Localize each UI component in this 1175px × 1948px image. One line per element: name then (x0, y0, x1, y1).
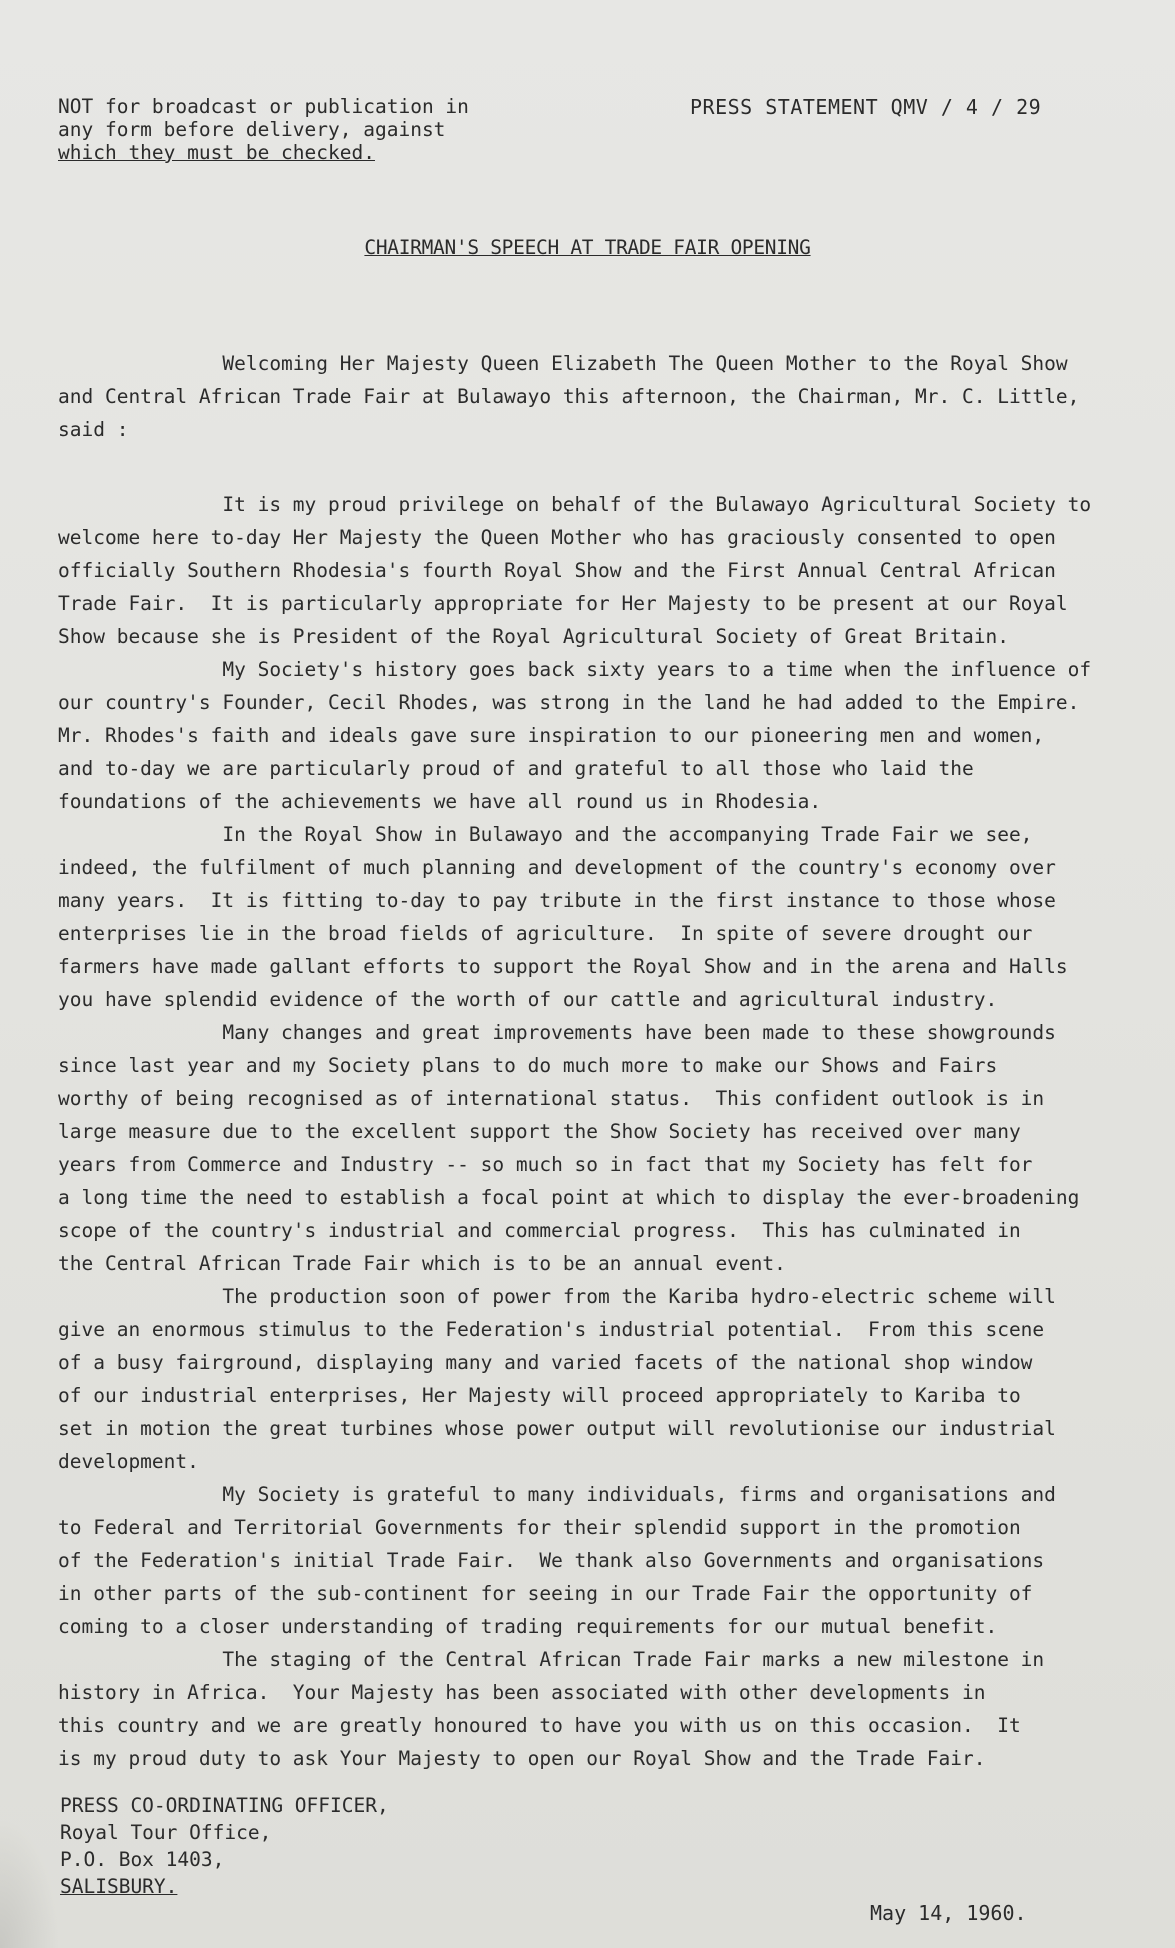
text-line: foundations of the achievements we have all round us in Rhodesia. (58, 790, 822, 813)
text-line: coming to a closer understanding of trading requirements for our mutual benefit. (58, 1615, 998, 1638)
text-line: to Federal and Territorial Governments for their splendid support in the promotion (58, 1516, 1021, 1539)
speech-paragraph (58, 818, 1133, 1016)
text-line: The production soon of power from the Kariba hydro-electric scheme will (58, 1285, 1056, 1308)
text-line: In the Royal Show in Bulawayo and the accompanying Trade Fair we see, (58, 823, 1033, 846)
text-line: It is my proud privilege on behalf of the Bulawayo Agricultural Society to (58, 493, 1092, 516)
signoff-line: PRESS CO-ORDINATING OFFICER, (60, 1794, 389, 1817)
text-line: set in motion the great turbines whose power output will revolutionise our industrial (58, 1417, 1056, 1440)
speech-paragraph (58, 1016, 1133, 1280)
speech-paragraph (58, 1478, 1133, 1643)
text-line: this country and we are greatly honoured to have you with us on this occasion. It (58, 1714, 1021, 1737)
speech-paragraph (58, 1643, 1133, 1775)
text-line: years from Commerce and Industry -- so much so in fact that my Society has felt for (58, 1153, 1033, 1176)
text-line: history in Africa. Your Majesty has been associated with other developments in (58, 1681, 986, 1704)
text-line: worthy of being recognised as of international status. This confident outlook is in (58, 1087, 1045, 1110)
text-line: Many changes and great improvements have been made to these showgrounds (58, 1021, 1056, 1044)
text-line: and to-day we are particularly proud of and grateful to all those who laid the (58, 757, 974, 780)
document-title: CHAIRMAN'S SPEECH AT TRADE FAIR OPENING (364, 236, 811, 259)
signoff-line: Royal Tour Office, (60, 1821, 272, 1844)
text-line: said : (58, 418, 129, 441)
text-line: many years. It is fitting to-day to pay tribute in the first instance to those whose (58, 889, 1056, 912)
embargo-line: any form before delivery, against (58, 118, 446, 141)
embargo-notice (58, 95, 538, 164)
intro-paragraph (58, 347, 1133, 446)
text-line: Welcoming Her Majesty Queen Elizabeth The Queen Mother to the Royal Show (58, 352, 1068, 375)
text-line: since last year and my Society plans to do much more to make our Shows and Fairs (58, 1054, 998, 1077)
text-line: welcome here to-day Her Majesty the Queen Mother who has graciously consented to open (58, 526, 1056, 549)
text-line: in other parts of the sub-continent for seeing in our Trade Fair the opportunity of (58, 1582, 1033, 1605)
text-line: large measure due to the excellent support the Show Society has received over many (58, 1120, 1021, 1143)
press-statement-reference: PRESS STATEMENT QMV / 4 / 29 (690, 95, 1042, 119)
text-line: of our industrial enterprises, Her Majesty will proceed appropriately to Kariba to (58, 1384, 1021, 1407)
signoff-line: SALISBURY. (60, 1875, 178, 1898)
embargo-line: which they must be checked. (58, 141, 375, 164)
text-line: a long time the need to establish a focal point at which to display the ever-broadening (58, 1186, 1080, 1209)
signoff-line: P.O. Box 1403, (60, 1848, 225, 1871)
speech-paragraph (58, 488, 1133, 653)
text-line: My Society's history goes back sixty years to a time when the influence of (58, 658, 1092, 681)
text-line: The staging of the Central African Trade Fair marks a new milestone in (58, 1648, 1045, 1671)
text-line: our country's Founder, Cecil Rhodes, was strong in the land he had added to the Empire. (58, 691, 1080, 714)
text-line: you have splendid evidence of the worth of our cattle and agricultural industry. (58, 988, 998, 1011)
embargo-line: NOT for broadcast or publication in (58, 95, 469, 118)
text-line: Show because she is President of the Royal Agricultural Society of Great Britain. (58, 625, 1009, 648)
text-line: development. (58, 1450, 199, 1473)
paper-stain (0, 1818, 60, 1948)
text-line: give an enormous stimulus to the Federation's industrial potential. From this scene (58, 1318, 1045, 1341)
text-line: of the Federation's initial Trade Fair. We thank also Governments and organisations (58, 1549, 1045, 1572)
speech-paragraph (58, 653, 1133, 818)
text-line: scope of the country's industrial and commercial progress. This has culminated in (58, 1219, 1021, 1242)
text-line: My Society is grateful to many individuals, firms and organisations and (58, 1483, 1056, 1506)
text-line: farmers have made gallant efforts to support the Royal Show and in the arena and Halls (58, 955, 1068, 978)
statement-date: May 14, 1960. (870, 1901, 1027, 1925)
text-line: Mr. Rhodes's faith and ideals gave sure inspiration to our pioneering men and women, (58, 724, 1045, 747)
text-line: Trade Fair. It is particularly appropriate for Her Majesty to be present at our Royal (58, 592, 1068, 615)
text-line: officially Southern Rhodesia's fourth Royal Show and the First Annual Central African (58, 559, 1056, 582)
text-line: and Central African Trade Fair at Bulawayo this afternoon, the Chairman, Mr. C. Little, (58, 385, 1080, 408)
text-line: is my proud duty to ask Your Majesty to open our Royal Show and the Trade Fair. (58, 1747, 986, 1770)
signoff-block (60, 1792, 389, 1900)
speech-body (58, 347, 1133, 1775)
speech-paragraph (58, 1280, 1133, 1478)
text-line: indeed, the fulfilment of much planning and development of the country's economy over (58, 856, 1056, 879)
text-line: enterprises lie in the broad fields of agriculture. In spite of severe drought our (58, 922, 1033, 945)
text-line: the Central African Trade Fair which is to be an annual event. (58, 1252, 786, 1275)
text-line: of a busy fairground, displaying many and varied facets of the national shop window (58, 1351, 1033, 1374)
